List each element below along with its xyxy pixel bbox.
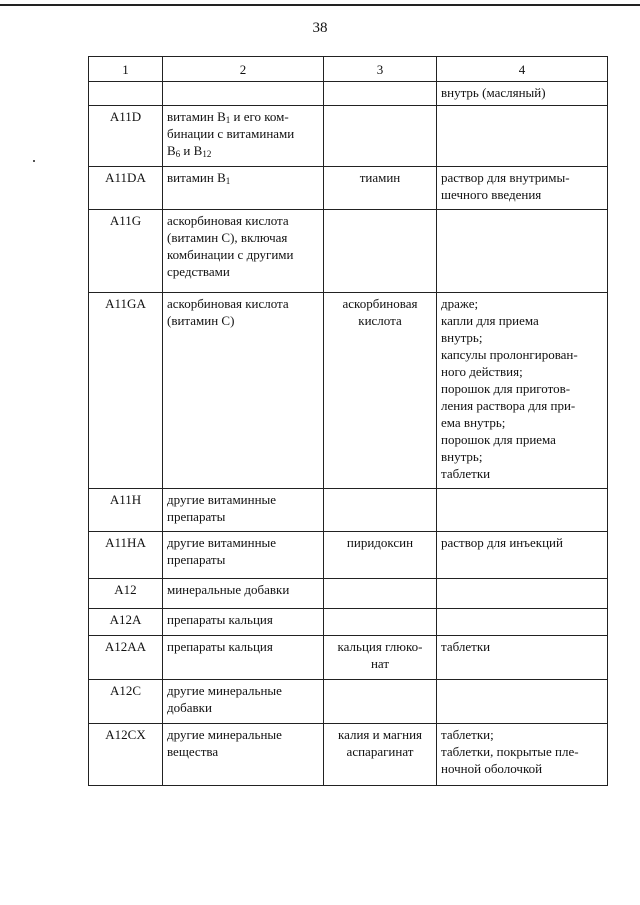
substance-line: пиридоксин	[346, 535, 414, 550]
dosage-form-cell	[437, 532, 608, 579]
substance-cell	[324, 210, 437, 293]
atc-code-cell: A11GA	[89, 293, 163, 489]
top-rule	[0, 4, 640, 6]
table-row	[89, 106, 608, 167]
group-line: аскорбиновая кислота	[167, 213, 289, 228]
drug-classification-table	[88, 56, 608, 786]
dosage-form-cell	[437, 293, 608, 489]
atc-code-cell: A11HA	[89, 532, 163, 579]
substance-line: тиамин	[359, 170, 401, 185]
substance-line: аскорбиновая	[342, 296, 418, 311]
atc-code-cell: A11H	[89, 489, 163, 532]
table-row	[89, 579, 608, 609]
group-name-cell	[163, 579, 324, 609]
atc-code-cell	[89, 82, 163, 106]
substance-cell	[324, 724, 437, 786]
group-line: витамин $B_1$ и его ком-	[167, 109, 289, 125]
dosage-form-line: раствор для инъекций	[441, 535, 563, 550]
substance-cell	[324, 167, 437, 210]
group-name-cell	[163, 609, 324, 636]
group-name-cell	[163, 293, 324, 489]
group-name-cell	[163, 82, 324, 106]
group-name-cell	[163, 724, 324, 786]
dosage-form-cell	[437, 636, 608, 680]
table-row	[89, 609, 608, 636]
atc-code-cell: A12	[89, 579, 163, 609]
group-line: препараты	[167, 552, 226, 567]
group-name-cell	[163, 489, 324, 532]
substance-cell	[324, 680, 437, 724]
group-line: (витамин С)	[167, 313, 235, 328]
dosage-form-line: таблетки, покрытые пле-	[441, 744, 579, 759]
group-line: вещества	[167, 744, 219, 759]
header-col-1: 1	[89, 57, 163, 82]
group-line: $B_6$ и $B_{12}$	[167, 143, 212, 159]
group-name-cell	[163, 210, 324, 293]
group-line: препараты	[167, 509, 226, 524]
group-line: другие витаминные	[167, 492, 277, 507]
table-row	[89, 293, 608, 489]
substance-cell	[324, 579, 437, 609]
substance-line: калия и магния	[337, 727, 423, 742]
dosage-form-line: таблетки;	[441, 727, 494, 742]
substance-cell	[324, 106, 437, 167]
group-name-cell	[163, 532, 324, 579]
substance-cell	[324, 82, 437, 106]
dosage-form-cell	[437, 680, 608, 724]
dosage-form-cell	[437, 609, 608, 636]
substance-cell	[324, 293, 437, 489]
atc-code-cell: A12AA	[89, 636, 163, 680]
dosage-form-line: внутрь;	[441, 330, 483, 345]
dosage-form-line: ема внутрь;	[441, 415, 506, 430]
group-line: препараты кальция	[167, 639, 273, 654]
table-row	[89, 680, 608, 724]
atc-code-cell: A11DA	[89, 167, 163, 210]
group-name-cell	[163, 680, 324, 724]
table-row	[89, 82, 608, 106]
table-row	[89, 724, 608, 786]
group-name-cell	[163, 167, 324, 210]
header-col-3: 3	[324, 57, 437, 82]
dosage-form-line: раствор для внутримы-	[441, 170, 570, 185]
group-line: минеральные добавки	[167, 582, 290, 597]
substance-line: нат	[370, 656, 390, 671]
substance-cell	[324, 532, 437, 579]
dosage-form-line: капсулы пролонгирован-	[441, 347, 578, 362]
group-line: другие минеральные	[167, 683, 282, 698]
group-line: другие витаминные	[167, 535, 277, 550]
dosage-form-cell	[437, 82, 608, 106]
substance-line: аспарагинат	[346, 744, 414, 759]
subscript: 1	[225, 115, 231, 125]
table-row	[89, 489, 608, 532]
atc-code-cell: A12C	[89, 680, 163, 724]
table-row	[89, 532, 608, 579]
subscript: 12	[202, 149, 212, 159]
atc-code-cell: A12A	[89, 609, 163, 636]
substance-line: кислота	[358, 313, 402, 328]
table-row	[89, 636, 608, 680]
group-line: добавки	[167, 700, 212, 715]
substance-cell	[324, 489, 437, 532]
group-line: аскорбиновая кислота	[167, 296, 289, 311]
atc-code-cell: A11G	[89, 210, 163, 293]
header-col-2: 2	[163, 57, 324, 82]
dosage-form-line: таблетки	[441, 466, 491, 481]
margin-mark	[33, 160, 35, 162]
dosage-form-line: таблетки	[441, 639, 491, 654]
dosage-form-line: драже;	[441, 296, 479, 311]
group-line: витамин $B_1$	[167, 170, 231, 186]
substance-cell	[324, 636, 437, 680]
dosage-form-line: ления раствора для при-	[441, 398, 576, 413]
dosage-form-line: капли для приема	[441, 313, 539, 328]
table-header-row	[89, 57, 608, 82]
subscript: 1	[225, 176, 231, 186]
dosage-form-cell	[437, 724, 608, 786]
dosage-form-line: шечного введения	[441, 187, 542, 202]
dosage-form-cell	[437, 489, 608, 532]
subscript: 6	[175, 149, 181, 159]
group-line: бинации с витаминами	[167, 126, 295, 141]
dosage-form-cell	[437, 210, 608, 293]
group-line: препараты кальция	[167, 612, 273, 627]
table-row	[89, 210, 608, 293]
atc-code-cell: A12CX	[89, 724, 163, 786]
group-name-cell	[163, 636, 324, 680]
substance-cell	[324, 609, 437, 636]
group-line: комбинации с другими	[167, 247, 294, 262]
dosage-form-line: порошок для приема	[441, 432, 556, 447]
table-row	[89, 167, 608, 210]
dosage-form-line: ного действия;	[441, 364, 523, 379]
group-name-cell	[163, 106, 324, 167]
group-line: (витамин С), включая	[167, 230, 288, 245]
atc-code-cell: A11D	[89, 106, 163, 167]
header-col-4: 4	[437, 57, 608, 82]
dosage-form-line: внутрь;	[441, 449, 483, 464]
dosage-form-cell	[437, 167, 608, 210]
substance-line: кальция глюко-	[337, 639, 423, 654]
dosage-form-cell	[437, 579, 608, 609]
dosage-form-line: ночной оболочкой	[441, 761, 543, 776]
dosage-form-cell	[437, 106, 608, 167]
page-number: 38	[312, 20, 328, 36]
group-line: другие минеральные	[167, 727, 282, 742]
group-line: средствами	[167, 264, 230, 279]
dosage-form-line: порошок для приготов-	[441, 381, 571, 396]
dosage-form-line: внутрь (масляный)	[441, 85, 546, 100]
